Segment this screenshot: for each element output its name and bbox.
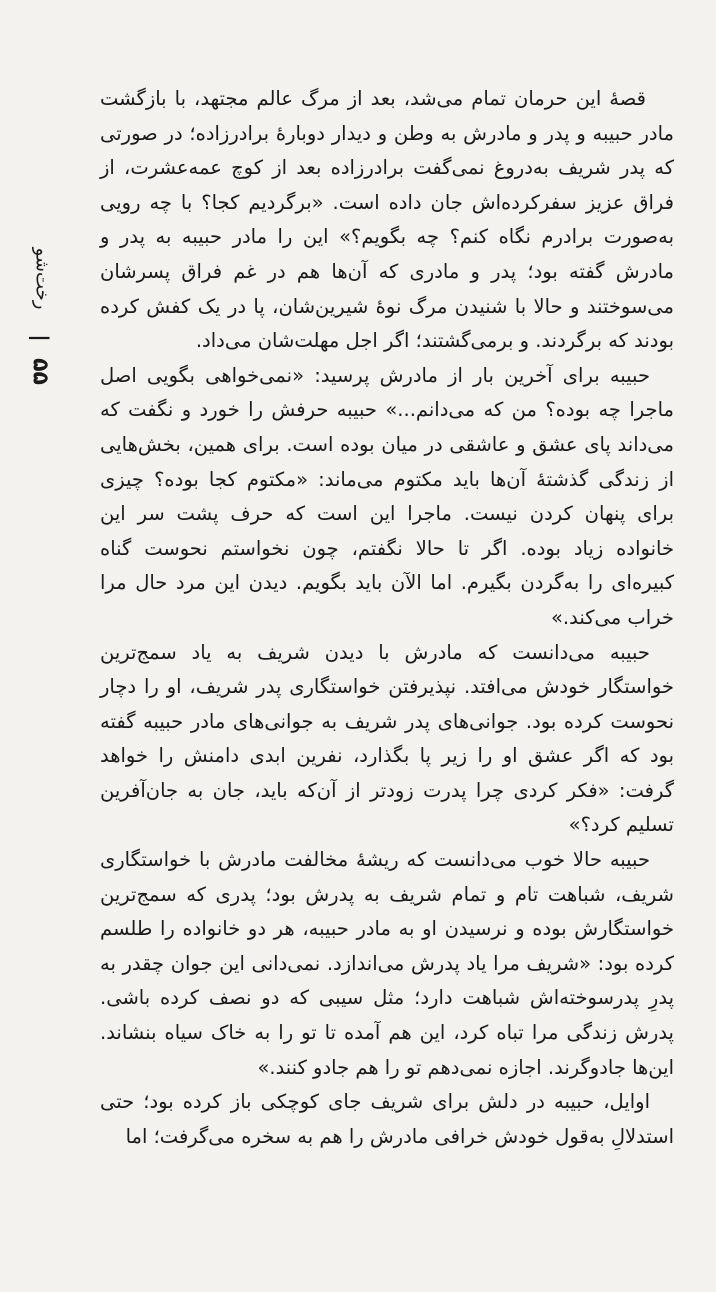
running-header [8, 0, 68, 1292]
paragraph: قصهٔ این حرمان تمام می‌شد، بعد از مرگ عالم مجتهد، با بازگشت مادر حبیبه و پدر و مادرش به وطن و دیدار دوبارهٔ برادرزاده؛ در صورتی که پدر شریف به‌دروغ نمی‌گفت برادرزاده بعد از کوچ عمه‌عشرت، از فراق عزیز سفرکرده‌اش جان داده است. «برگردیم کجا؟ با چه رویی به‌صورت برادرم نگاه کنم؟ چه بگویم؟» این را مادر حبیبه به پدر و مادرش گفته بود؛ پدر و مادری که آن‌ها هم در غم فراق پسرشان می‌سوختند و حالا با شنیدن مرگ نوهٔ شیرین‌شان، پا در یک کفش کرده بودند که برگردند. و برمی‌گشتند؛ اگر اجل مهلت‌شان می‌داد. [100, 87, 674, 353]
page-number-text: ۵۵ [27, 358, 53, 385]
page-number [20, 345, 60, 405]
header-separator: | [29, 334, 53, 342]
book-title [22, 238, 58, 338]
book-title-text: رخت‌شو [31, 247, 53, 310]
paragraph: اوایل، حبیبه در دلش برای شریف جای کوچکی باز کرده بود؛ حتی استدلالِ به‌قول خودش خرافی مادرش را هم به سخره می‌گرفت؛ اما [100, 1090, 674, 1148]
page-body [100, 82, 674, 1154]
paragraph: حبیبه برای آخرین بار از مادرش پرسید: «نمی‌خواهی بگویی اصل ماجرا چه بوده؟ من که می‌دانم...» حبیبه حرفش را خورد و نگفت که می‌داند پای عشق و عاشقی در میان بوده است. برای همین، بخش‌هایی از زندگی گذشتهٔ آن‌ها باید مکتوم می‌ماند: «مکتوم کجا بوده؟ چیزی برای پنهان کردن نیست. ماجرا این است که حرف پشت سر این خانواده زیاد بوده. اگر تا حالا نگفتم، چون نخواستم نحوست گناه کبیره‌ای را به‌گردن بگیرم. اما الآن باید بگویم. دیدن این مرد حال مرا خراب می‌کند.» [100, 363, 674, 629]
paragraph: حبیبه می‌دانست که مادرش با دیدن شریف به یاد سمج‌ترین خواستگار خودش می‌افتد. نپذیرفتن خواستگاری پدر شریف، او را دچار نحوست کرده بود. جوانی‌های پدر شریف به جوانی‌های مادر حبیبه گفته بود که اگر عشق او را زیر پا بگذارد، نفرین ابدی دامنش را خواهد گرفت: «فکر کردی چرا پدرت زودتر از آن‌که باید، جان به جان‌آفرین تسلیم کرد؟» [100, 640, 674, 837]
paragraph: حبیبه حالا خوب می‌دانست که ریشهٔ مخالفت مادرش با خواستگاری شریف، شباهت تام و تمام شریف به پدرش بود؛ پدری که سمج‌ترین خواستگارش بوده و نرسیدن او به مادر حبیبه، هر دو خانواده را طلسم کرده بود: «شریف مرا یاد پدرش می‌اندازد. نمی‌دانی این جوان چقدر به پدرِ پدرسوخته‌اش شباهت دارد؛ مثل سیبی که دو نصف کرده باشی. پدرش زندگی مرا تباه کرد، این هم آمده تا تو را به خاک سیاه بنشاند. این‌ها جادوگرند. اجازه نمی‌دهم تو را هم جادو کنند.» [100, 848, 674, 1079]
